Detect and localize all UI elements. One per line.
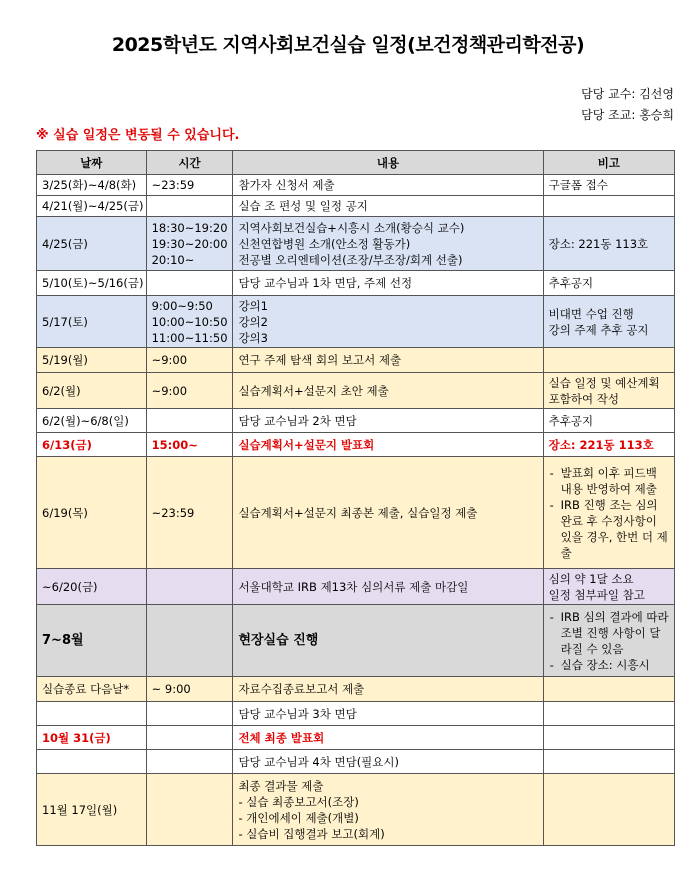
table-row xyxy=(37,373,675,409)
table-header-row xyxy=(37,151,675,175)
table-row xyxy=(37,409,675,433)
content-line: 참가자 신청서 제출 xyxy=(238,178,335,192)
content-cell xyxy=(233,373,543,409)
note-cell xyxy=(543,409,674,433)
note-bullet: - IRB 진행 조는 심의 완료 후 수정사항이 있을 경우, 한번 더 제출 xyxy=(549,497,669,561)
table-row xyxy=(37,217,675,271)
time-line: 11:00~11:50 xyxy=(151,330,228,345)
content-line: 강의1 xyxy=(238,298,268,313)
note-line: 구글폼 접수 xyxy=(548,178,608,192)
table-row xyxy=(37,726,675,750)
content-cell xyxy=(233,175,543,196)
content-line: 담당 교수님과 4차 면담(필요시) xyxy=(238,754,400,769)
note-cell xyxy=(543,774,674,846)
time-cell xyxy=(146,433,233,457)
content-line: 전체 최종 발표회 xyxy=(238,730,325,745)
date-cell: 10월 31(금) xyxy=(37,726,147,750)
content-cell xyxy=(233,774,543,846)
schedule-notice: ※ 실습 일정은 변동될 수 있습니다. xyxy=(36,128,240,143)
content-line: 신천연합병원 소개(안소정 활동가) xyxy=(238,236,411,251)
note-cell xyxy=(543,726,674,750)
professor-label: 담당 교수: 김선영 xyxy=(581,87,674,101)
schedule-body xyxy=(37,175,675,846)
date-cell: 3/25(화)~4/8(화) xyxy=(37,175,147,196)
content-line: 실습계획서+설문지 초안 제출 xyxy=(238,383,389,398)
time-line: 19:30~20:00 xyxy=(151,236,228,251)
date-cell: ~6/20(금) xyxy=(37,569,147,605)
note-cell xyxy=(543,373,674,409)
note-bullet: - IRB 심의 결과에 따라 조별 진행 사항이 달라질 수 있음 xyxy=(549,609,669,657)
note-cell xyxy=(543,750,674,774)
note-bullet: - 실습 장소: 시흥시 xyxy=(549,657,669,673)
content-cell xyxy=(233,702,543,726)
time-cell xyxy=(146,409,233,433)
staff-info xyxy=(581,84,674,126)
content-cell xyxy=(233,196,543,217)
content-line: 실습계획서+설문지 최종본 제출, 실습일정 제출 xyxy=(238,505,478,520)
page-title: 2025학년도 지역사회보건실습 일정(보건정책관리학전공) xyxy=(111,34,585,56)
date-cell xyxy=(37,750,147,774)
table-row xyxy=(37,677,675,702)
table-row xyxy=(37,605,675,677)
note-cell xyxy=(543,433,674,457)
table-row xyxy=(37,569,675,605)
content-line: 담당 교수님과 2차 면담 xyxy=(238,413,357,428)
table-row xyxy=(37,271,675,296)
content-cell xyxy=(233,726,543,750)
time-line: ~23:59 xyxy=(151,505,195,520)
time-cell xyxy=(146,175,233,196)
date-cell: 6/2(월) xyxy=(37,373,147,409)
content-cell xyxy=(233,677,543,702)
header-date: 날짜 xyxy=(37,151,147,175)
table-row xyxy=(37,750,675,774)
content-line: 최종 결과물 제출 xyxy=(238,778,324,793)
date-cell: 6/19(목) xyxy=(37,457,147,569)
time-line: 15:00~ xyxy=(151,437,198,452)
content-line: 실습계획서+설문지 발표회 xyxy=(238,437,375,452)
table-row xyxy=(37,175,675,196)
note-line: 심의 약 1달 소요 xyxy=(548,571,634,586)
note-cell xyxy=(543,677,674,702)
content-line: - 개인에세이 제출(개별) xyxy=(238,810,359,825)
note-cell xyxy=(543,605,674,677)
time-cell xyxy=(146,750,233,774)
time-cell xyxy=(146,348,233,373)
content-line: 담당 교수님과 1차 면담, 주제 선정 xyxy=(238,276,413,290)
date-cell xyxy=(37,702,147,726)
time-cell xyxy=(146,373,233,409)
content-cell xyxy=(233,217,543,271)
time-line: 9:00~9:50 xyxy=(151,298,213,313)
content-line: - 실습비 집행결과 보고(회계) xyxy=(238,826,385,841)
content-line: 강의3 xyxy=(238,330,268,345)
time-cell xyxy=(146,196,233,217)
content-cell xyxy=(233,750,543,774)
table-row xyxy=(37,774,675,846)
table-row xyxy=(37,457,675,569)
date-cell: 5/17(토) xyxy=(37,296,147,348)
date-cell: 6/2(월)~6/8(일) xyxy=(37,409,147,433)
date-cell: 7~8월 xyxy=(37,605,147,677)
header-content: 내용 xyxy=(233,151,543,175)
content-cell xyxy=(233,457,543,569)
time-line: ~ 9:00 xyxy=(151,682,191,696)
time-line: ~9:00 xyxy=(151,383,188,398)
content-line: 지역사회보건실습+시흥시 소개(황승식 교수) xyxy=(238,220,465,235)
time-cell xyxy=(146,271,233,296)
time-line: 20:10~ xyxy=(151,252,195,267)
note-line: 실습 일정 및 예산계획 포함하여 작성 xyxy=(548,375,660,406)
date-cell: 4/25(금) xyxy=(37,217,147,271)
schedule-table xyxy=(36,150,675,846)
note-cell xyxy=(543,348,674,373)
note-line: 일정 첨부파일 참고 xyxy=(548,587,645,602)
time-line: 10:00~10:50 xyxy=(151,314,228,329)
note-bullet: - 발표회 이후 피드백 내용 반영하여 제출 xyxy=(549,465,669,497)
note-cell xyxy=(543,702,674,726)
time-cell xyxy=(146,217,233,271)
time-cell xyxy=(146,569,233,605)
content-cell xyxy=(233,296,543,348)
time-line: ~9:00 xyxy=(151,353,188,367)
note-line: 비대면 수업 진행 xyxy=(548,306,634,321)
date-cell: 4/21(월)~4/25(금) xyxy=(37,196,147,217)
header-time: 시간 xyxy=(146,151,233,175)
note-line: 추후공지 xyxy=(548,276,594,290)
content-line: 담당 교수님과 3차 면담 xyxy=(238,706,357,721)
time-cell xyxy=(146,726,233,750)
time-cell xyxy=(146,702,233,726)
content-line: 서울대학교 IRB 제13차 심의서류 제출 마감일 xyxy=(238,579,469,594)
date-cell: 실습종료 다음날* xyxy=(37,677,147,702)
table-row xyxy=(37,196,675,217)
content-cell xyxy=(233,409,543,433)
date-cell: 6/13(금) xyxy=(37,433,147,457)
date-cell: 5/19(월) xyxy=(37,348,147,373)
content-line: 연구 주제 탐색 회의 보고서 제출 xyxy=(238,353,402,367)
content-line: 강의2 xyxy=(238,314,268,329)
time-line: ~23:59 xyxy=(151,178,195,192)
note-line: 장소: 221동 113호 xyxy=(548,236,649,251)
table-row xyxy=(37,348,675,373)
content-cell xyxy=(233,433,543,457)
note-cell xyxy=(543,569,674,605)
content-line: 실습 조 편성 및 일정 공지 xyxy=(238,199,368,213)
content-line: - 실습 최종보고서(조장) xyxy=(238,794,359,809)
table-row xyxy=(37,702,675,726)
content-cell xyxy=(233,348,543,373)
note-cell xyxy=(543,175,674,196)
table-row xyxy=(37,296,675,348)
time-cell xyxy=(146,605,233,677)
date-cell: 5/10(토)~5/16(금) xyxy=(37,271,147,296)
date-cell: 11월 17일(월) xyxy=(37,774,147,846)
note-cell xyxy=(543,196,674,217)
assistant-label: 담당 조교: 홍승희 xyxy=(581,108,674,122)
note-cell xyxy=(543,217,674,271)
content-line: 자료수집종료보고서 제출 xyxy=(238,682,365,696)
time-cell xyxy=(146,677,233,702)
note-bullet-list xyxy=(549,465,669,561)
content-cell xyxy=(233,569,543,605)
content-line: 전공별 오리엔테이션(조장/부조장/회계 선출) xyxy=(238,252,463,267)
header-note: 비고 xyxy=(543,151,674,175)
note-cell xyxy=(543,457,674,569)
note-line: 강의 주제 추후 공지 xyxy=(548,322,649,337)
content-cell xyxy=(233,605,543,677)
time-cell xyxy=(146,774,233,846)
note-cell xyxy=(543,271,674,296)
note-cell xyxy=(543,296,674,348)
table-row xyxy=(37,433,675,457)
time-cell xyxy=(146,296,233,348)
note-line: 장소: 221동 113호 xyxy=(548,437,654,452)
time-cell xyxy=(146,457,233,569)
note-line: 추후공지 xyxy=(548,413,594,428)
content-line: 현장실습 진행 xyxy=(238,632,319,648)
content-cell xyxy=(233,271,543,296)
time-line: 18:30~19:20 xyxy=(151,220,228,235)
note-bullet-list xyxy=(549,609,669,673)
